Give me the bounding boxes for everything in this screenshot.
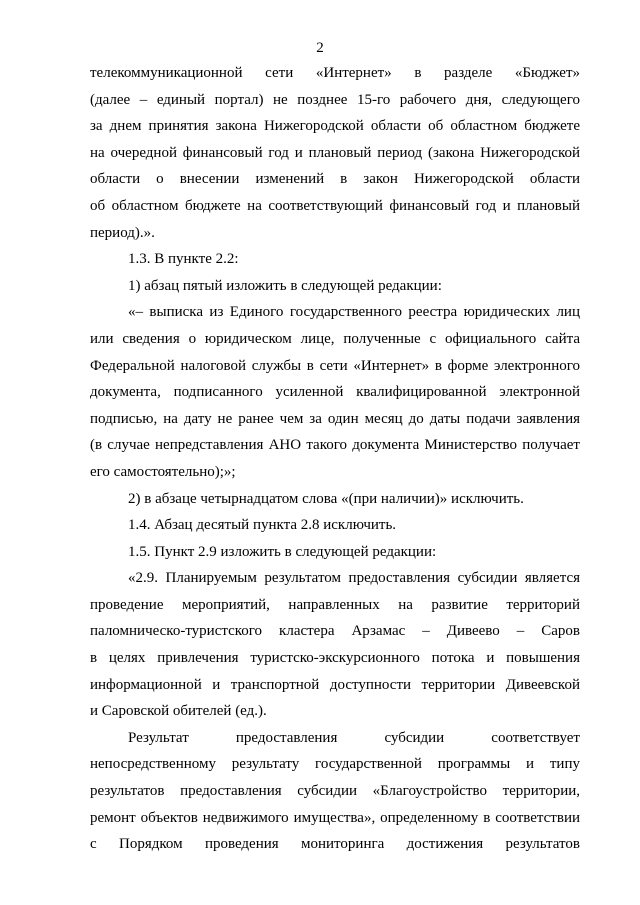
- text-line: непосредственному результату государственной программы и типу: [90, 756, 580, 773]
- text-line: документа, подписанного усиленной квалифицированной электронной: [90, 384, 580, 401]
- text-line: в целях привлечения туристско-экскурсионного потока и повышения: [90, 650, 580, 667]
- text-line: 1.4. Абзац десятый пункта 2.8 исключить.: [128, 517, 397, 534]
- text-line: с Порядком проведения мониторинга достижения результатов: [90, 836, 580, 853]
- text-line: или сведения о юридическом лице, полученные с официального сайта: [90, 330, 580, 347]
- text-line: паломническо-туристского кластера Арзамас – Дивеево – Саров: [90, 623, 580, 640]
- text-line: 1.3. В пункте 2.2:: [128, 251, 239, 268]
- text-line: информационной и транспортной доступности территории Дивеевской: [90, 676, 580, 693]
- text-line: 2) в абзаце четырнадцатом слова «(при наличии)» исключить.: [128, 490, 524, 507]
- text-line: за днем принятия закона Нижегородской области об областном бюджете: [90, 118, 580, 135]
- text-line: Федеральной налоговой службы в сети «Интернет» в форме электронного: [90, 357, 580, 374]
- text-line: 1.5. Пункт 2.9 изложить в следующей редакции:: [128, 543, 437, 560]
- text-line: (далее – единый портал) не позднее 15-го рабочего дня, следующего: [90, 91, 580, 108]
- text-line: (в случае непредставления АНО такого документа Министерство получает: [90, 437, 580, 454]
- text-line: на очередной финансовый год и плановый период (закона Нижегородской: [90, 144, 580, 161]
- text-line: период).».: [90, 224, 155, 241]
- text-line: области о внесении изменений в закон Нижегородской области: [90, 171, 580, 188]
- text-line: подписью, на дату не ранее чем за один месяц до даты подачи заявления: [90, 410, 580, 427]
- text-line: об областном бюджете на соответствующий финансовый год и плановый: [90, 197, 580, 214]
- text-line: 1) абзац пятый изложить в следующей редакции:: [128, 277, 442, 294]
- text-line: Результат предоставления субсидии соответствует: [128, 729, 580, 746]
- page-number: 2: [316, 40, 324, 56]
- text-line: результатов предоставления субсидии «Благоустройство территории,: [90, 783, 580, 800]
- text-line: его самостоятельно);»;: [90, 463, 236, 480]
- document-body: [90, 60, 580, 858]
- text-line: ремонт объектов недвижимого имущества», определенному в соответствии: [90, 809, 580, 826]
- text-line: проведение мероприятий, направленных на развитие территорий: [90, 596, 580, 613]
- text-line: и Саровской обителей (ед.).: [90, 703, 267, 720]
- text-line: телекоммуникационной сети «Интернет» в разделе «Бюджет»: [90, 65, 580, 81]
- text-line: «– выписка из Единого государственного реестра юридических лиц: [128, 304, 580, 321]
- text-line: «2.9. Планируемым результатом предоставления субсидии является: [128, 570, 580, 587]
